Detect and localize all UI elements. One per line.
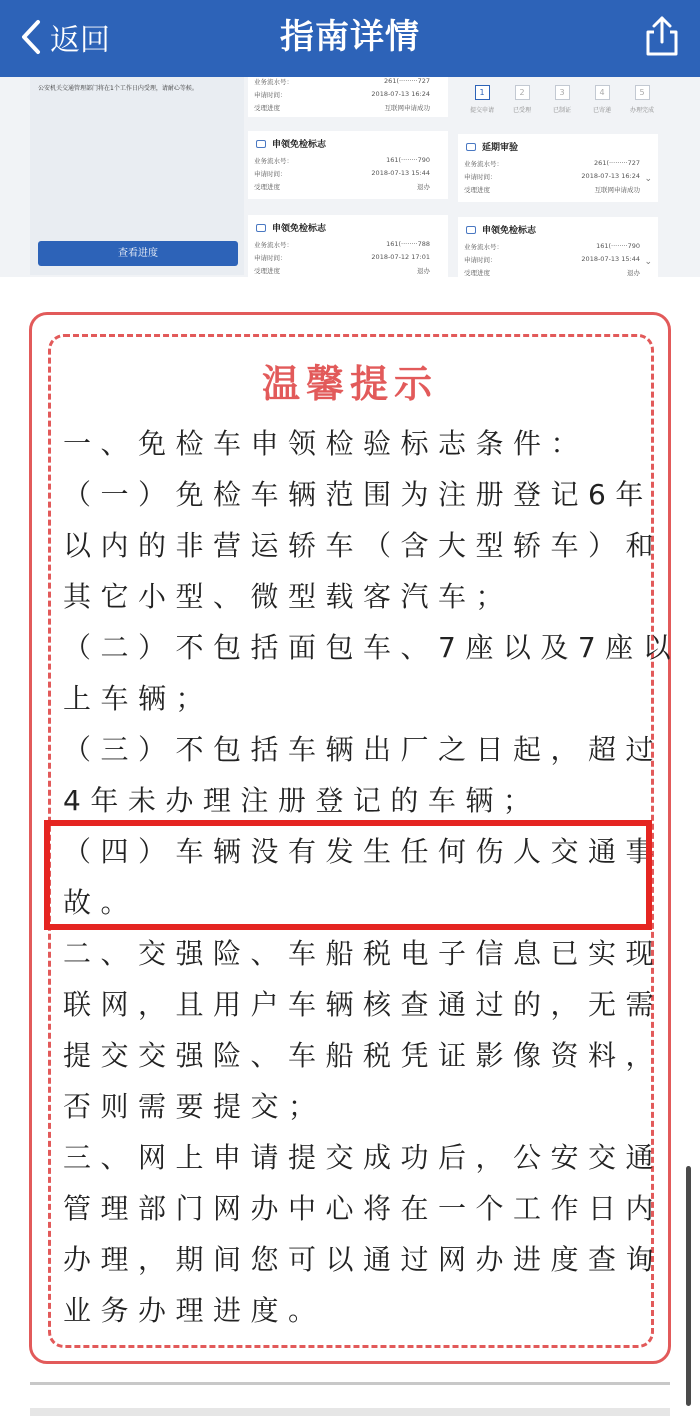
- tips-line: 故。: [63, 886, 139, 919]
- tips-line: （四）车辆没有发生任何伤人交通事: [63, 835, 664, 868]
- tips-line: 上车辆；: [63, 682, 214, 715]
- step-item: 2 已受理: [502, 85, 542, 114]
- chevron-down-icon[interactable]: ⌄: [644, 174, 652, 184]
- notice-panel: [30, 77, 244, 275]
- step-item: 5 办理完成: [622, 85, 662, 114]
- divider: [30, 1382, 670, 1385]
- view-progress-button[interactable]: 查看进度: [38, 241, 238, 266]
- tips-title: 温馨提示: [261, 362, 438, 406]
- page-title: 指南详情: [280, 17, 420, 57]
- record-card[interactable]: 申领免检标志 业务流水号： 161(········790 申请时间： 2018-07-13 15:44 受理进度 退办: [248, 131, 448, 199]
- progress-steps: [462, 85, 662, 125]
- step-item: 3 已制证: [542, 85, 582, 114]
- back-label: 返回: [50, 23, 110, 58]
- tips-line: （三）不包括车辆出厂之日起，超过: [63, 733, 664, 766]
- record-card: 业务流水号： 261(·········727 申请时间： 2018-07-13 16:24 受理进度 互联网申请成功: [248, 77, 448, 117]
- tips-line: 管理部门网办中心将在一个工作日内: [63, 1192, 664, 1225]
- tips-line: 联网，且用户车辆核查通过的，无需: [63, 988, 664, 1021]
- document-icon: [466, 143, 476, 151]
- tips-line: 其它小型、微型载客汽车；: [63, 580, 514, 613]
- tips-line: 业务办理进度。: [63, 1294, 326, 1327]
- chevron-down-icon[interactable]: ⌄: [644, 257, 652, 267]
- document-icon: [466, 226, 476, 234]
- tips-line: 一、免检车申领检验标志条件：: [63, 427, 589, 460]
- share-icon: [642, 14, 682, 58]
- tips-line: 提交交强险、车船税凭证影像资料，: [63, 1039, 664, 1072]
- step-item: 4 已寄递: [582, 85, 622, 114]
- tips-line: 否则需要提交；: [63, 1090, 326, 1123]
- embedded-screenshot: [0, 77, 700, 277]
- tips-line: 4年未办理注册登记的车辆；: [63, 784, 541, 817]
- document-icon: [256, 224, 266, 232]
- document-icon: [256, 140, 266, 148]
- tips-line: 二、交强险、车船税电子信息已实现: [63, 937, 664, 970]
- share-button[interactable]: [642, 14, 682, 58]
- record-card[interactable]: 延期审验 业务流水号： 261(·········727 申请时间： 2018-07-13 16:24 受理进度 互联网申请成功 ⌄: [458, 134, 658, 202]
- highlight-annotation: [44, 820, 652, 930]
- step-item: 1 提交申请: [462, 85, 502, 114]
- tips-line: 以内的非营运轿车（含大型轿车）和: [63, 529, 664, 562]
- record-card[interactable]: 申领免检标志 业务流水号： 161(········788 申请时间： 2018-07-12 17:01 受理进度 退办: [248, 215, 448, 277]
- tips-line: （一）免检车辆范围为注册登记6年: [63, 478, 653, 511]
- tips-line: 三、网上申请提交成功后，公安交通: [63, 1141, 664, 1174]
- bottom-strip: [30, 1408, 670, 1416]
- record-card[interactable]: 申领免检标志 业务流水号： 161(········790 申请时间： 2018-07-13 15:44 受理进度 退办 ⌄: [458, 217, 658, 277]
- tips-line: （二）不包括面包车、7座以及7座以: [63, 631, 681, 664]
- nav-bar: [0, 0, 700, 77]
- scrollbar[interactable]: [686, 1166, 691, 1406]
- notice-text: 公安机关交通管理部门将在1个工作日内受理，请耐心等候。: [38, 85, 198, 92]
- tips-line: 办理，期间您可以通过网办进度查询: [63, 1243, 664, 1276]
